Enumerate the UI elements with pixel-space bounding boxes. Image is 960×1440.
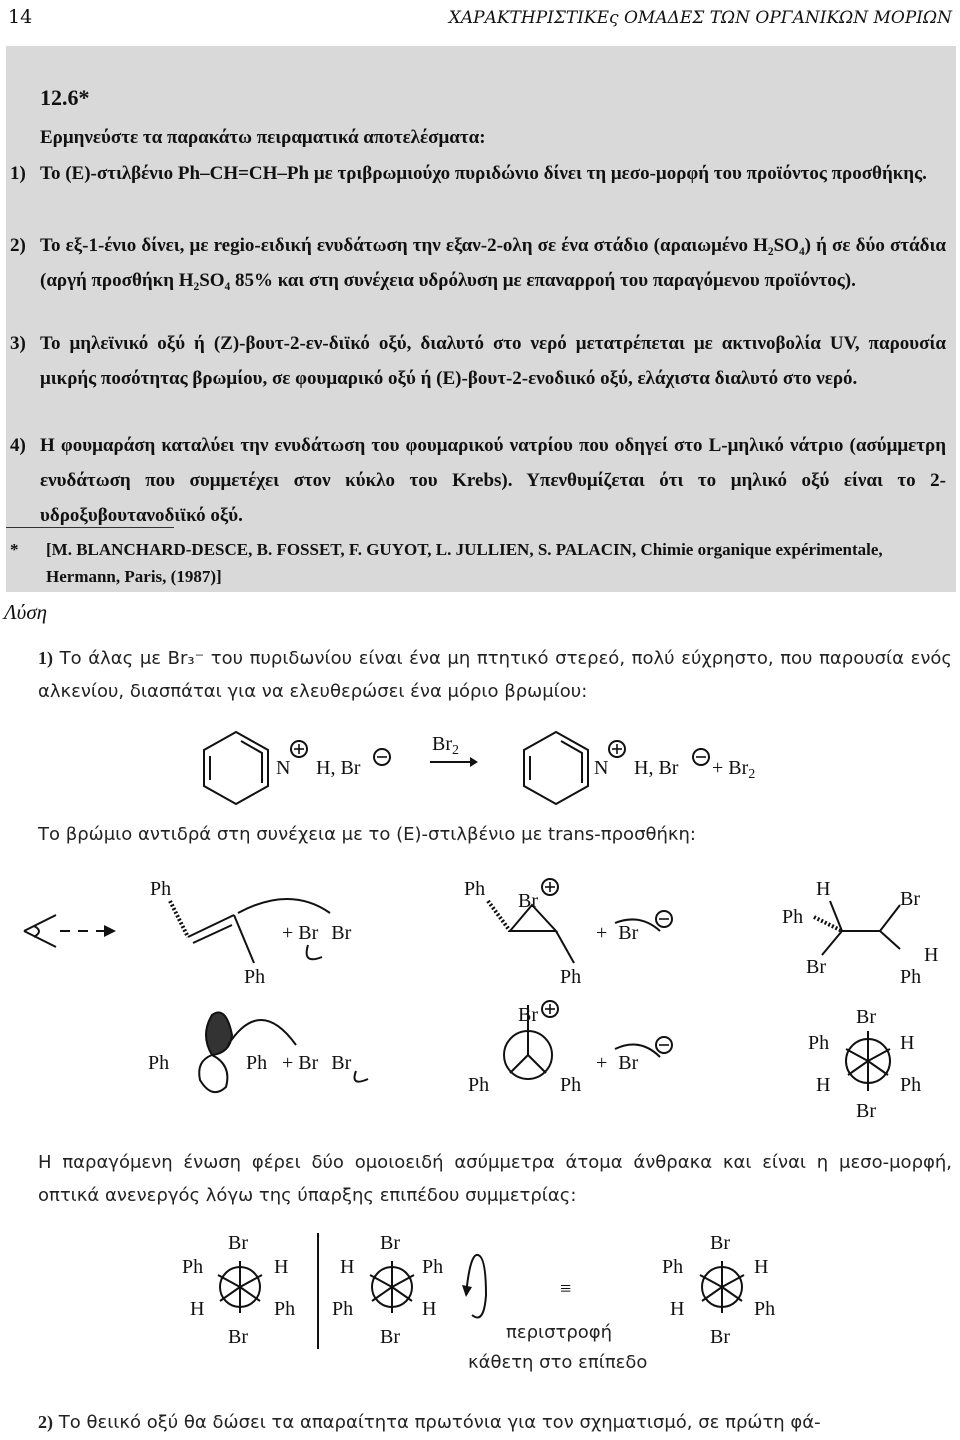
ring-2-double-bonds bbox=[561, 741, 582, 783]
paragraph-text: Το θειικό οξύ θα δώσει τα απαραίτητα πρωτόνια για τον σχηματισμό, σε πρώτη φά- bbox=[58, 1412, 821, 1433]
solution-paragraph-2: Το βρώμιο αντιδρά στη συνέχεια με το (E)-στιλβένιο με trans-προσθήκη: bbox=[38, 824, 696, 845]
br-label: Br bbox=[518, 1004, 538, 1026]
item-text: Το (E)-στιλβένιο Ph–CH=CH–Ph με τριβρωμιούχο πυριδώνιο δίνει τη μεσο-μορφή του προϊόντος προσθήκης. bbox=[40, 163, 927, 184]
pyridinium-scheme bbox=[0, 720, 960, 810]
problem-item-4 bbox=[10, 428, 946, 533]
problem-number: 12.6* bbox=[40, 85, 90, 110]
p-orbital-lobe bbox=[206, 1013, 232, 1056]
equivalence-symbol: ≡ bbox=[560, 1278, 572, 1300]
br-label: Br bbox=[228, 1326, 248, 1348]
br-br-label: + Br Br bbox=[282, 1052, 352, 1074]
br-label: Br bbox=[710, 1326, 730, 1348]
bromide-label: + Br bbox=[596, 922, 639, 944]
problem-box bbox=[6, 46, 956, 592]
item-number: 2) bbox=[10, 235, 26, 256]
trans-addition-scheme bbox=[0, 865, 960, 1135]
br-label: Br bbox=[856, 1006, 876, 1028]
solution-paragraph-3: Η παραγόμενη ένωση φέρει δύο ομοιοειδή ασύμμετρα άτομα άνθρακα και είναι η μεσο-μορφή, οπτικά ανενεργός λόγω της ύπαρξης επιπέδου συμμετρίας: bbox=[38, 1152, 952, 1206]
pyridine-ring-1 bbox=[204, 732, 268, 804]
paragraph-number: 2) bbox=[38, 1412, 53, 1432]
rotation-caption-2: κάθετη στο επίπεδο bbox=[468, 1352, 648, 1373]
eye-pupil bbox=[34, 926, 39, 937]
running-title: ΧΑΡΑΚΤΗΡΙΣΤΙΚΕς ΟΜΑΔΕΣ ΤΩΝ ΟΡΓΑΝΙΚΩΝ ΜΟΡΙΩΝ bbox=[448, 8, 952, 28]
problem-item-1 bbox=[10, 156, 946, 191]
h-label: H bbox=[900, 1032, 915, 1054]
ph-label: Ph bbox=[468, 1074, 490, 1096]
br-label: Br bbox=[380, 1232, 400, 1254]
br-label: Br bbox=[806, 956, 826, 978]
ph-label: Ph bbox=[754, 1298, 776, 1320]
problem-item-3 bbox=[10, 326, 946, 396]
problem-item-2 bbox=[10, 228, 946, 298]
rotation-caption-1: περιστροφή bbox=[506, 1322, 613, 1343]
footnote-marker: * bbox=[10, 540, 19, 559]
ph-label: Ph bbox=[560, 966, 582, 988]
bromide-label: + Br bbox=[596, 1052, 639, 1074]
nitrogen-label: N bbox=[276, 757, 291, 779]
solution-heading: Λύση bbox=[4, 600, 48, 624]
paragraph-number: 1) bbox=[38, 648, 53, 668]
br-label: Br bbox=[228, 1232, 248, 1254]
ph-label: Ph bbox=[560, 1074, 582, 1096]
ph-label: Ph bbox=[274, 1298, 296, 1320]
bromonium-br-label: Br bbox=[518, 890, 538, 912]
page-header bbox=[8, 0, 952, 36]
curved-arrow bbox=[238, 899, 330, 913]
br-label: Br bbox=[900, 888, 920, 910]
footnote-rule bbox=[6, 527, 174, 528]
item-text: Η φουμαράση καταλύει την ενυδάτωση του φουμαρικού νατρίου που οδηγεί στο L-μηλικό νάτριο (ασύμμετρη ενυδάτωση που συμμετέχει στον κύκλο του Krebs). Υπενθυμίζεται ότι το μηλικό οξύ είναι το 2-υδροξυβουτανοδιϊκό οξύ. bbox=[40, 435, 946, 526]
ph-label: Ph bbox=[900, 1074, 922, 1096]
reference-text: [M. BLANCHARD-DESCE, B. FOSSET, F. GUYOT, L. JULLIEN, S. PALACIN, Chimie organique expérimentale, Hermann, Paris, (1987)] bbox=[46, 540, 883, 586]
h-label: H bbox=[422, 1298, 437, 1320]
nitrogen-label: N bbox=[594, 757, 609, 779]
meso-newman-scheme bbox=[0, 1225, 960, 1355]
item-number: 3) bbox=[10, 333, 26, 354]
item-text: Το εξ-1-ένιο δίνει, με regio-ειδική ενυδάτωση την εξαν-2-ολη σε ένα στάδιο (αραιωμένο H₂SO₄) ή σε δύο στάδια (αργή προσθήκη H₂SO₄ 85% και στη συνέχεια υδρόλυση με επαναρροή του παραγόμενου προϊόντος). bbox=[40, 235, 946, 291]
h-label: H bbox=[340, 1256, 355, 1278]
curved-arrow bbox=[228, 1020, 296, 1045]
eye-icon bbox=[24, 915, 56, 947]
problem-intro: Ερμηνεύστε τα παρακάτω πειραματικά αποτελέσματα: bbox=[40, 127, 486, 148]
ph-label: Ph bbox=[900, 966, 922, 988]
ph-label: Ph bbox=[422, 1256, 444, 1278]
ph-label: Ph bbox=[244, 966, 266, 988]
plus-br2-label: + $Br_2$ bbox=[712, 757, 756, 782]
h-br-label: H, Br bbox=[316, 757, 361, 779]
reaction-arrowhead bbox=[470, 757, 478, 767]
ph-label: Ph bbox=[782, 906, 804, 928]
paragraph-text: Το άλας με Br₃⁻ του πυριδωνίου είναι ένα μη πτητικό στερεό, πολύ εύχρηστο, που παρουσία ενός αλκενίου, διασπάται για να ελευθερώσει ένα μόριο βρωμίου: bbox=[38, 648, 952, 702]
alkene-ph-bond bbox=[234, 915, 254, 963]
ph-label: Ph bbox=[148, 1052, 170, 1074]
curved-arrow bbox=[307, 945, 322, 959]
ph-label: Ph bbox=[246, 1052, 268, 1074]
item-text: Το μηλεϊνικό οξύ ή (Z)-βουτ-2-εν-διϊκό οξύ, διαλυτό στο νερό μετατρέπεται με ακτινοβολία UV, παρουσία μικρής ποσότητας βρωμίου, σε φουμαρικό οξύ ή (E)-βουτ-2-ενοδιικό οξύ, ελάχιστα διαλυτό στο νερό. bbox=[40, 333, 946, 389]
page-number: 14 bbox=[8, 6, 33, 28]
item-number: 4) bbox=[10, 435, 26, 456]
ph-label: Ph bbox=[332, 1298, 354, 1320]
item-number: 1) bbox=[10, 163, 26, 184]
h-label: H bbox=[190, 1298, 205, 1320]
br-br-label: + Br Br bbox=[282, 922, 352, 944]
br2-reagent-label: $Br_2$ bbox=[432, 733, 459, 758]
ph-label: Ph bbox=[808, 1032, 830, 1054]
h-label: H bbox=[816, 878, 831, 900]
solution-paragraph-1 bbox=[38, 642, 952, 708]
ph-label: Ph bbox=[182, 1256, 204, 1278]
h-br-label: H, Br bbox=[634, 757, 679, 779]
ph-label: Ph bbox=[464, 878, 486, 900]
ring-1-double-bonds bbox=[241, 741, 262, 783]
solution-paragraph-4 bbox=[38, 1406, 952, 1439]
br-label: Br bbox=[380, 1326, 400, 1348]
h-label: H bbox=[816, 1074, 831, 1096]
h-label: H bbox=[274, 1256, 289, 1278]
h-label: H bbox=[924, 944, 939, 966]
h-label: H bbox=[670, 1298, 685, 1320]
br-label: Br bbox=[710, 1232, 730, 1254]
pyridine-ring-2 bbox=[524, 732, 588, 804]
ph-label: Ph bbox=[662, 1256, 684, 1278]
br-label: Br bbox=[856, 1100, 876, 1122]
reference-footnote bbox=[10, 536, 950, 590]
h-label: H bbox=[754, 1256, 769, 1278]
rotation-arrow bbox=[466, 1255, 486, 1318]
ph-label: Ph bbox=[150, 878, 172, 900]
